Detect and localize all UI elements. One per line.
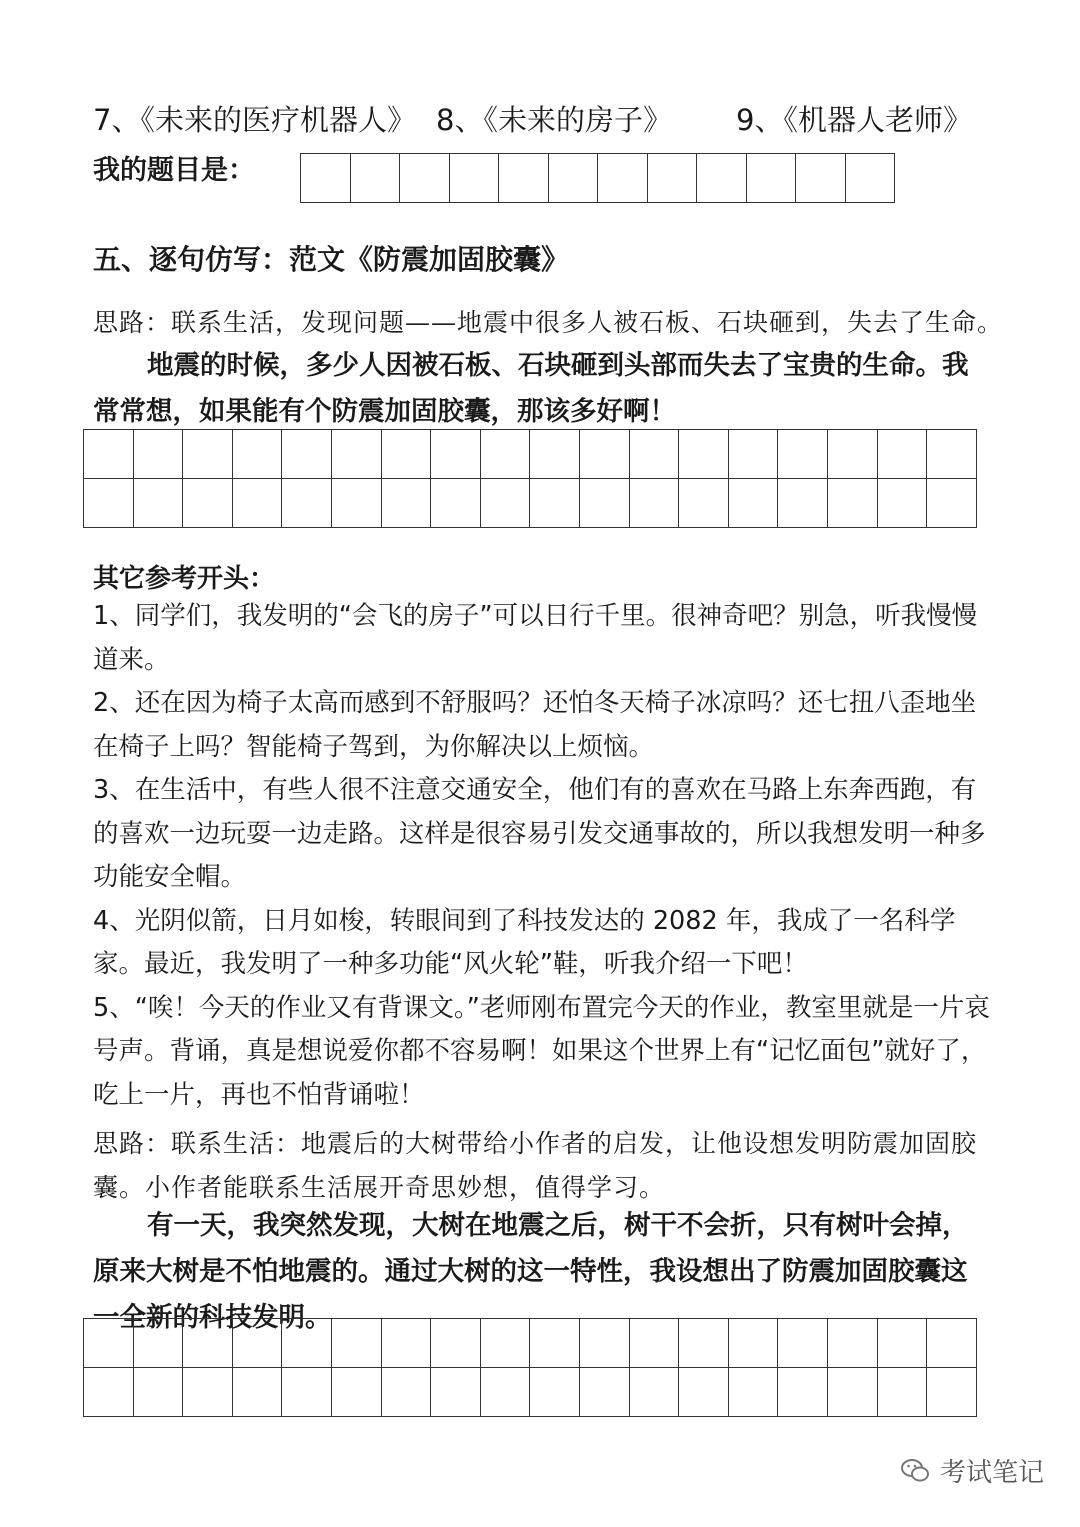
grid-cell[interactable] xyxy=(183,1368,233,1417)
grid-cell[interactable] xyxy=(697,154,747,203)
grid-cell[interactable] xyxy=(481,1319,531,1368)
grid-cell[interactable] xyxy=(530,1319,580,1368)
my-title-label: 我的题目是： xyxy=(93,155,255,186)
grid-cell[interactable] xyxy=(382,1368,432,1417)
grid-cell[interactable] xyxy=(450,154,500,203)
grid-cell[interactable] xyxy=(729,1319,779,1368)
topic-9: 9、《机器人老师》 xyxy=(736,103,972,137)
other-openings-list xyxy=(93,595,993,1117)
grid-cell[interactable] xyxy=(84,430,134,479)
opening-item-4: 4、光阴似箭，日月如梭，转眼间到了科技发达的 2082 年，我成了一名科学家。最近，我发明了一种多功能“风火轮”鞋，听我介绍一下吧！ xyxy=(93,905,956,979)
model-paragraph-2: 有一天，我突然发现，大树在地震之后，树干不会折，只有树叶会掉，原来大树是不怕地震的。通过大树的这一特性，我设想出了防震加固胶囊这一全新的科技发明。 xyxy=(93,1210,969,1333)
topic-list xyxy=(0,98,1080,142)
grid-cell[interactable] xyxy=(530,430,580,479)
grid-cell[interactable] xyxy=(481,430,531,479)
grid-cell[interactable] xyxy=(400,154,450,203)
grid-cell[interactable] xyxy=(828,1319,878,1368)
grid-cell[interactable] xyxy=(598,154,648,203)
grid-cell[interactable] xyxy=(134,430,184,479)
grid-cell[interactable] xyxy=(530,479,580,528)
grid-cell[interactable] xyxy=(580,1319,630,1368)
grid-cell[interactable] xyxy=(679,479,729,528)
grid-cell[interactable] xyxy=(382,479,432,528)
grid-cell[interactable] xyxy=(679,1368,729,1417)
grid-cell[interactable] xyxy=(84,1319,134,1368)
grid-cell[interactable] xyxy=(927,1368,977,1417)
watermark xyxy=(900,1452,1044,1489)
grid-cell[interactable] xyxy=(332,1368,382,1417)
grid-cell[interactable] xyxy=(382,430,432,479)
grid-cell[interactable] xyxy=(778,479,828,528)
grid-cell[interactable] xyxy=(796,154,846,203)
grid-cell[interactable] xyxy=(134,1319,184,1368)
writing-grid-1[interactable] xyxy=(83,429,977,528)
grid-cell[interactable] xyxy=(282,1368,332,1417)
grid-cell[interactable] xyxy=(878,479,928,528)
grid-cell[interactable] xyxy=(183,479,233,528)
grid-cell[interactable] xyxy=(282,430,332,479)
grid-cell[interactable] xyxy=(431,430,481,479)
grid-cell[interactable] xyxy=(630,430,680,479)
grid-cell[interactable] xyxy=(580,1368,630,1417)
section-five-heading: 五、逐句仿写：范文《防震加固胶囊》 xyxy=(93,243,570,276)
grid-cell[interactable] xyxy=(351,154,401,203)
grid-cell[interactable] xyxy=(747,154,797,203)
grid-cell[interactable] xyxy=(233,1319,283,1368)
opening-item-5: 5、“唉！今天的作业又有背课文。”老师刚布置完今天的作业，教室里就是一片哀号声。背诵，真是想说爱你都不容易啊！如果这个世界上有“记忆面包”就好了，吃上一片，再也不怕背诵啦！ xyxy=(93,992,990,1110)
grid-cell[interactable] xyxy=(382,1319,432,1368)
grid-cell[interactable] xyxy=(183,430,233,479)
grid-cell[interactable] xyxy=(729,479,779,528)
grid-cell[interactable] xyxy=(332,479,382,528)
grid-cell[interactable] xyxy=(630,479,680,528)
grid-cell[interactable] xyxy=(580,479,630,528)
grid-cell[interactable] xyxy=(679,1319,729,1368)
grid-cell[interactable] xyxy=(679,430,729,479)
topic-8: 8、《未来的房子》 xyxy=(436,103,672,137)
model-paragraph-1: 地震的时候，多少人因被石板、石块砸到头部而失去了宝贵的生命。我常常想，如果能有个防震加固胶囊，那该多好啊！ xyxy=(93,350,969,427)
grid-cell[interactable] xyxy=(828,479,878,528)
grid-cell[interactable] xyxy=(778,1368,828,1417)
grid-cell[interactable] xyxy=(134,479,184,528)
grid-cell[interactable] xyxy=(431,479,481,528)
title-writing-grid[interactable] xyxy=(300,153,895,203)
grid-cell[interactable] xyxy=(927,479,977,528)
grid-cell[interactable] xyxy=(233,430,283,479)
grid-cell[interactable] xyxy=(630,1368,680,1417)
grid-cell[interactable] xyxy=(828,430,878,479)
grid-cell[interactable] xyxy=(332,1319,382,1368)
thought-note-1: 思路：联系生活，发现问题——地震中很多人被石板、石块砸到，失去了生命。 xyxy=(93,308,1004,337)
grid-cell[interactable] xyxy=(729,1368,779,1417)
opening-item-3: 3、在生活中，有些人很不注意交通安全，他们有的喜欢在马路上东奔西跑，有的喜欢一边玩耍一边走路。这样是很容易引发交通事故的，所以我想发明一种多功能安全帽。 xyxy=(93,775,986,892)
grid-cell[interactable] xyxy=(301,154,351,203)
grid-cell[interactable] xyxy=(282,479,332,528)
grid-cell[interactable] xyxy=(927,430,977,479)
grid-cell[interactable] xyxy=(431,1319,481,1368)
grid-cell[interactable] xyxy=(778,430,828,479)
grid-cell[interactable] xyxy=(878,430,928,479)
grid-cell[interactable] xyxy=(846,154,896,203)
opening-item-1: 1、同学们，我发明的“会飞的房子”可以日行千里。很神奇吧？别急，听我慢慢道来。 xyxy=(93,601,978,675)
topic-7: 7、《未来的医疗机器人》 xyxy=(93,103,416,137)
grid-cell[interactable] xyxy=(84,1368,134,1417)
grid-cell[interactable] xyxy=(927,1319,977,1368)
grid-cell[interactable] xyxy=(530,1368,580,1417)
grid-cell[interactable] xyxy=(84,479,134,528)
grid-cell[interactable] xyxy=(878,1368,928,1417)
grid-cell[interactable] xyxy=(233,479,283,528)
grid-cell[interactable] xyxy=(481,1368,531,1417)
grid-cell[interactable] xyxy=(499,154,549,203)
grid-cell[interactable] xyxy=(630,1319,680,1368)
watermark-text: 考试笔记 xyxy=(940,1458,1045,1488)
opening-item-2: 2、还在因为椅子太高而感到不舒服吗？还怕冬天椅子冰凉吗？还七扭八歪地坐在椅子上吗？智能椅子驾到，为你解决以上烦恼。 xyxy=(93,688,977,762)
grid-cell[interactable] xyxy=(828,1368,878,1417)
grid-cell[interactable] xyxy=(233,1368,283,1417)
grid-cell[interactable] xyxy=(729,430,779,479)
grid-cell[interactable] xyxy=(134,1368,184,1417)
thought-note-2: 思路：联系生活：地震后的大树带给小作者的启发，让他设想发明防震加固胶囊。小作者能联系生活展开奇思妙想，值得学习。 xyxy=(93,1129,978,1202)
grid-cell[interactable] xyxy=(282,1319,332,1368)
grid-cell[interactable] xyxy=(580,430,630,479)
grid-cell[interactable] xyxy=(481,479,531,528)
wechat-icon xyxy=(900,1457,930,1485)
grid-cell[interactable] xyxy=(549,154,599,203)
grid-cell[interactable] xyxy=(878,1319,928,1368)
grid-cell[interactable] xyxy=(648,154,698,203)
other-openings-heading: 其它参考开头： xyxy=(93,564,276,594)
grid-cell[interactable] xyxy=(332,430,382,479)
writing-grid-2[interactable] xyxy=(83,1318,977,1417)
grid-cell[interactable] xyxy=(183,1319,233,1368)
grid-cell[interactable] xyxy=(778,1319,828,1368)
grid-cell[interactable] xyxy=(431,1368,481,1417)
